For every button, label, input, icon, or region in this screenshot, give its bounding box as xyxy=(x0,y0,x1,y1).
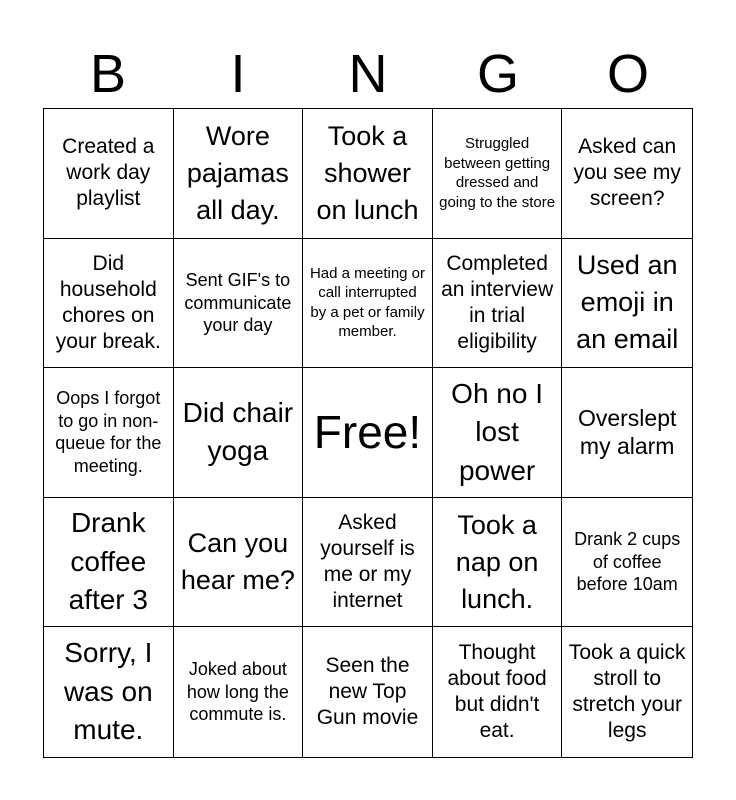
cell-text: Struggled between getting dressed and going to the store xyxy=(439,135,556,211)
cell-text: Drank 2 cups of coffee before 10am xyxy=(574,529,681,595)
bingo-cell-r2c2[interactable] xyxy=(174,239,304,369)
bingo-cell-r4c4[interactable] xyxy=(433,498,563,628)
cell-text: Did household chores on your break. xyxy=(55,251,161,353)
bingo-cell-free[interactable] xyxy=(303,368,433,498)
bingo-cell-r5c4[interactable] xyxy=(433,627,563,757)
cell-text: Oh no I lost power xyxy=(451,377,544,486)
bingo-board xyxy=(43,108,693,758)
cell-text: Used an emoji in an email xyxy=(576,250,679,355)
cell-text: Wore pajamas all day. xyxy=(186,120,289,225)
cell-text: Oops I forgot to go in non-queue for the meeting. xyxy=(55,388,162,476)
bingo-cell-r2c4[interactable] xyxy=(433,239,563,369)
header-letter-n: N xyxy=(348,44,388,104)
bingo-cell-r5c1[interactable] xyxy=(44,627,174,757)
free-space-label: Free! xyxy=(313,406,422,459)
bingo-cell-r2c5[interactable] xyxy=(562,239,692,369)
cell-text: Drank coffee after 3 xyxy=(68,507,148,616)
cell-text: Completed an interview in trial eligibility xyxy=(441,251,554,353)
bingo-cell-r5c2[interactable] xyxy=(174,627,304,757)
cell-text: Created a work day playlist xyxy=(62,135,155,211)
bingo-cell-r3c2[interactable] xyxy=(174,368,304,498)
cell-text: Took a shower on lunch xyxy=(316,120,419,225)
bingo-cell-r3c5[interactable] xyxy=(562,368,692,498)
bingo-cell-r2c3[interactable] xyxy=(303,239,433,369)
cell-text: Sent GIF's to communicate your day xyxy=(184,270,292,336)
cell-text: Asked can you see my screen? xyxy=(573,135,681,211)
bingo-cell-r4c1[interactable] xyxy=(44,498,174,628)
header-letter-o: O xyxy=(606,44,649,104)
bingo-cell-r1c1[interactable] xyxy=(44,109,174,239)
bingo-cell-r4c2[interactable] xyxy=(174,498,304,628)
cell-text: Did chair yoga xyxy=(182,396,294,467)
bingo-cell-r5c5[interactable] xyxy=(562,627,692,757)
header-letter-g: G xyxy=(476,44,519,104)
cell-text: Had a meeting or call interrupted by a pet or family member. xyxy=(309,264,426,341)
cell-text: Joked about how long the commute is. xyxy=(186,659,289,725)
bingo-cell-r1c2[interactable] xyxy=(174,109,304,239)
bingo-cell-r2c1[interactable] xyxy=(44,239,174,369)
bingo-cell-r4c5[interactable] xyxy=(562,498,692,628)
bingo-cell-r1c4[interactable] xyxy=(433,109,563,239)
cell-text: Overslept my alarm xyxy=(577,404,677,460)
cell-text: Sorry, I was on mute. xyxy=(63,637,153,746)
bingo-cell-r3c4[interactable] xyxy=(433,368,563,498)
bingo-cell-r1c5[interactable] xyxy=(562,109,692,239)
cell-text: Can you hear me? xyxy=(180,528,295,596)
header-letter-i: I xyxy=(230,44,246,104)
header-letter-b: B xyxy=(89,44,127,104)
bingo-header xyxy=(43,40,693,108)
cell-text: Thought about food but didn't eat. xyxy=(447,641,547,743)
cell-text: Took a quick stroll to stretch your legs xyxy=(568,641,686,743)
cell-text: Took a nap on lunch. xyxy=(455,509,539,614)
bingo-cell-r1c3[interactable] xyxy=(303,109,433,239)
bingo-cell-r5c3[interactable] xyxy=(303,627,433,757)
cell-text: Asked yourself is me or my internet xyxy=(320,511,415,613)
bingo-cell-r3c1[interactable] xyxy=(44,368,174,498)
cell-text: Seen the new Top Gun movie xyxy=(316,654,419,730)
bingo-cell-r4c3[interactable] xyxy=(303,498,433,628)
